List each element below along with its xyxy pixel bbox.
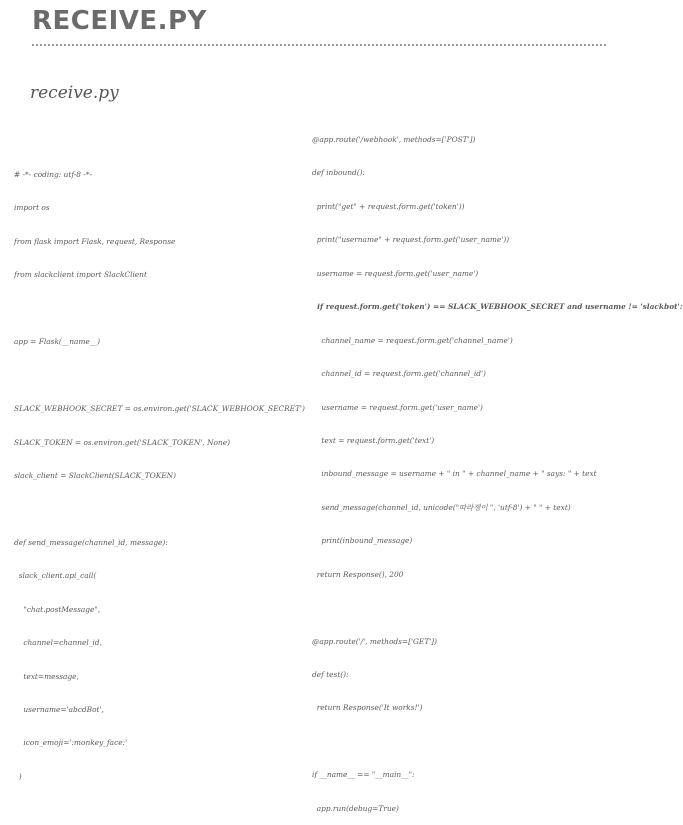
code-line xyxy=(14,501,305,516)
code-line: if request.form.get('token') == SLACK_WEBHOOK_SECRET and username != 'slackbot': xyxy=(312,302,683,312)
code-block-left xyxy=(14,149,305,793)
code-line: channel=channel_id, xyxy=(14,638,102,648)
code-line: print(inbound_message) xyxy=(312,536,413,546)
code-line: # -*- coding: utf-8 -*- xyxy=(14,170,93,179)
code-line: if __name__ == "__main__": xyxy=(312,770,415,780)
code-line: print("get" + request.form.get('token')) xyxy=(312,201,465,211)
code-line: @app.route('/', methods=['GET']) xyxy=(312,636,438,646)
code-line: send_message(channel_id, unicode("따라쟁이 ", 'utf-8') + " " + text) xyxy=(312,502,571,512)
code-line: channel_name = request.form.get('channel_name') xyxy=(312,335,513,345)
code-line xyxy=(14,301,305,316)
code-line: app.run(debug=True) xyxy=(312,803,399,813)
code-line: def inbound(): xyxy=(312,168,366,178)
title-divider xyxy=(32,44,606,46)
code-line: username = request.form.get('user_name') xyxy=(312,268,479,278)
code-line: return Response(), 200 xyxy=(312,569,404,579)
code-line: print("username" + request.form.get('user_name')) xyxy=(312,235,510,245)
code-line: icon_emoji=':monkey_face:' xyxy=(14,738,128,748)
code-line xyxy=(312,600,683,615)
code-line: def test(): xyxy=(312,670,349,679)
code-line: import os xyxy=(14,203,50,213)
code-line: slack_client.api_call( xyxy=(14,571,97,581)
code-line: username = request.form.get('user_name') xyxy=(312,402,483,412)
code-line: channel_id = request.form.get('channel_id') xyxy=(312,369,486,379)
code-line: slack_client = SlackClient(SLACK_TOKEN) xyxy=(14,470,176,480)
code-line: from flask import Flask, request, Response xyxy=(14,236,176,246)
code-line xyxy=(14,368,305,383)
code-line: text = request.form.get('text') xyxy=(312,435,435,445)
code-line xyxy=(312,734,683,749)
code-line: SLACK_TOKEN = os.environ.get('SLACK_TOKEN', None) xyxy=(14,437,231,447)
code-line: username='abcdBot', xyxy=(14,705,104,714)
slide-subtitle: receive.py xyxy=(30,83,119,103)
code-line: SLACK_WEBHOOK_SECRET = os.environ.get('SLACK_WEBHOOK_SECRET') xyxy=(14,404,305,414)
code-line: return Response('It works!') xyxy=(312,703,423,713)
code-line: "chat.postMessage", xyxy=(14,604,101,614)
code-line: ) xyxy=(14,771,22,781)
code-line: text=message, xyxy=(14,671,79,681)
code-line: def send_message(channel_id, message): xyxy=(14,537,168,547)
code-line: app = Flask(__name__) xyxy=(14,337,101,347)
code-line: inbound_message = username + " in " + channel_name + " says: " + text xyxy=(312,469,597,479)
code-line: from slackclient import SlackClient xyxy=(14,270,147,280)
slide-title: RECEIVE.PY xyxy=(32,6,207,36)
code-block-right xyxy=(312,114,683,825)
code-line: @app.route('/webhook', methods=['POST']) xyxy=(312,135,476,144)
